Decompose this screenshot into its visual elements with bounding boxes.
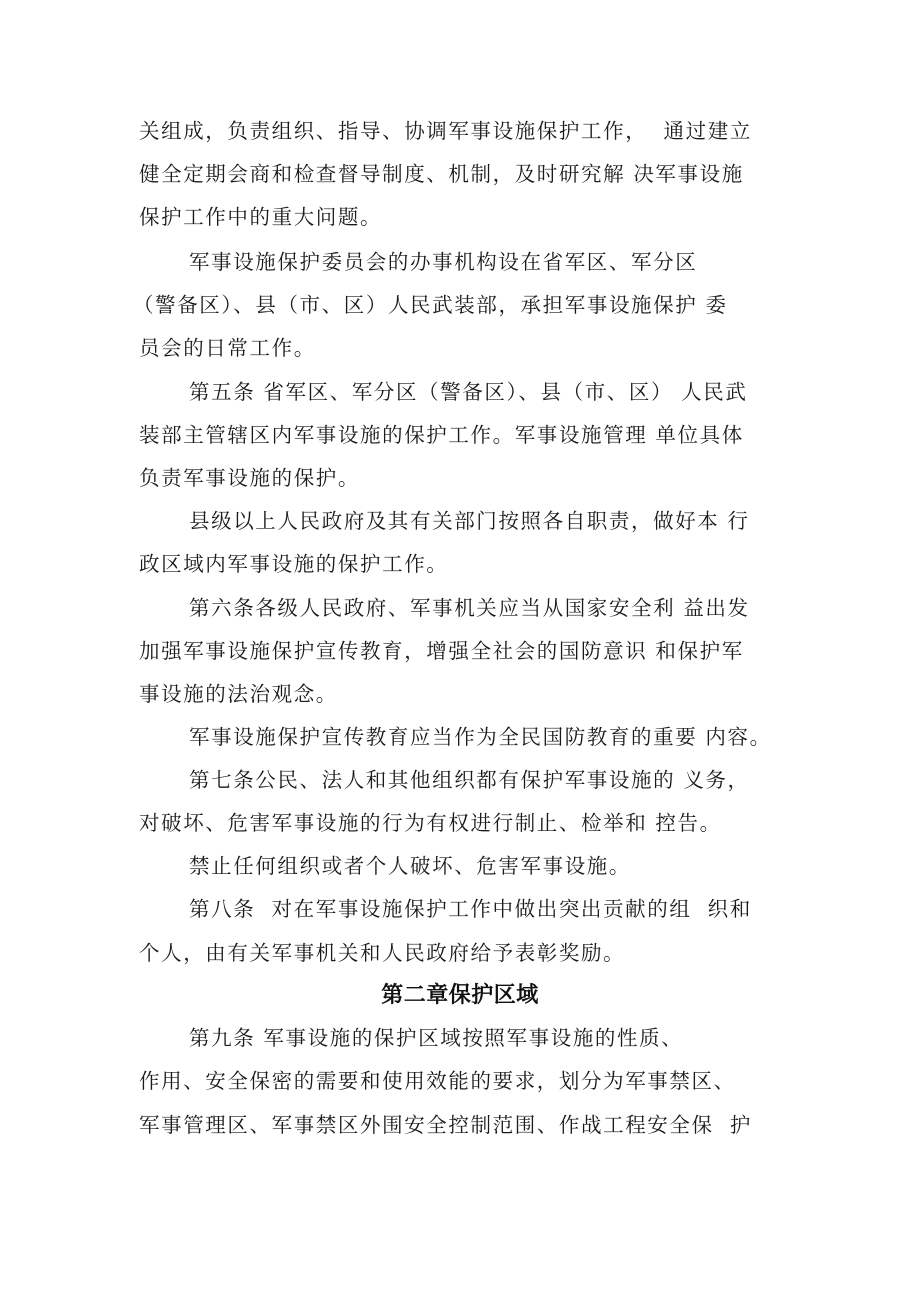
- text-line: 加强军事设施保护宣传教育，增强全社会的国防意识 和保护军: [139, 639, 744, 663]
- paragraph-start-line: 军事设施保护委员会的办事机构设在省军区、军分区: [189, 250, 698, 274]
- text-line: 对破坏、危害军事设施的行为有权进行制止、检举和 控告。: [139, 811, 722, 835]
- text-line: 政区域内军事设施的保护工作。: [139, 552, 449, 576]
- text-line: 负责军事设施的保护。: [139, 466, 360, 490]
- text-line: 保护工作中的重大问题。: [139, 205, 383, 229]
- paragraph-start-line: 禁止任何组织或者个人破坏、危害军事设施。: [189, 854, 631, 878]
- text-line: 事设施的法治观念。: [139, 682, 338, 706]
- article-7-line: 第七条公民、法人和其他组织都有保护军事设施的 义务，: [189, 768, 750, 792]
- text-line: 装部主管辖区内军事设施的保护工作。军事设施管理 单位具体: [139, 423, 744, 447]
- chapter-heading: 第二章保护区域: [381, 983, 539, 1008]
- paragraph-start-line: 县级以上人民政府及其有关部门按照各自职责，做好本 行: [189, 509, 750, 533]
- paragraph-start-line: 军事设施保护宣传教育应当作为全民国防教育的重要 内容。: [189, 725, 772, 749]
- text-line: 员会的日常工作。: [139, 336, 316, 360]
- text-line: 作用、安全保密的需要和使用效能的要求，划分为军事禁区、: [139, 1069, 736, 1093]
- article-8-line: 第八条 对在军事设施保护工作中做出突出贡献的组 织和: [189, 897, 752, 921]
- text-line: 关组成，负责组织、指导、协调军事设施保护工作， 通过建立: [139, 119, 752, 143]
- article-5-line: 第五条 省军区、军分区（警备区）、县（市、区） 人民武: [189, 380, 748, 404]
- text-line: 个人，由有关军事机关和人民政府给予表彰奖励。: [139, 941, 626, 965]
- text-line: （警备区）、县（市、区）人民武装部，承担军事设施保护 委: [133, 293, 728, 317]
- article-9-line: 第九条 军事设施的保护区域按照军事设施的性质、: [189, 1026, 684, 1050]
- text-line: 军事管理区、军事禁区外围安全控制范围、作战工程安全保 护: [139, 1113, 752, 1137]
- text-line: 健全定期会商和检查督导制度、机制，及时研究解 决军事设施: [139, 162, 744, 186]
- article-6-line: 第六条各级人民政府、军事机关应当从国家安全利 益出发: [189, 596, 750, 620]
